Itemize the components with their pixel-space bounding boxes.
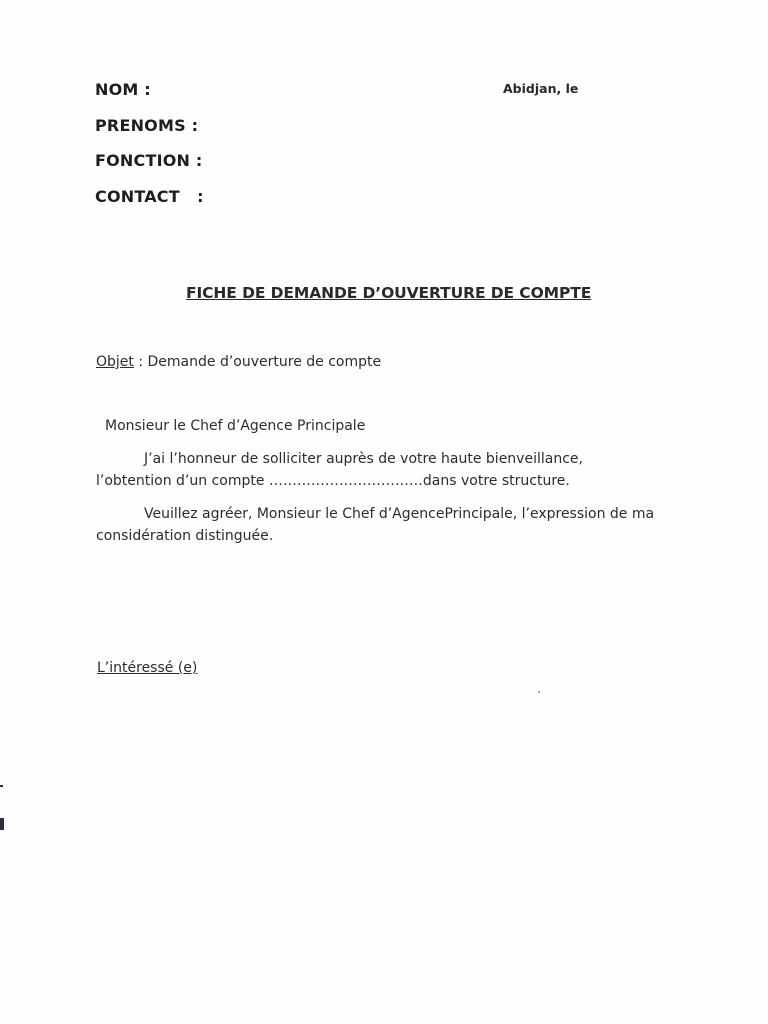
place-date: Abidjan, le: [503, 81, 579, 96]
paragraph2-line1: Veuillez agréer, Monsieur le Chef d’AgencePrincipale, l’expression de ma: [144, 506, 655, 522]
scan-dust: [538, 691, 540, 693]
prenoms-label: PRENOMS :: [95, 116, 199, 135]
paragraph1-line2: l’obtention d’un compte ……………………………dans votre structure.: [96, 473, 570, 489]
document-title: FICHE DE DEMANDE D’OUVERTURE DE COMPTE: [186, 284, 592, 302]
scan-artifact: [0, 785, 3, 787]
paragraph1-line1: J’ai l’honneur de solliciter auprès de votre haute bienveillance,: [144, 451, 583, 467]
object-key: Objet: [96, 354, 134, 370]
signature-label: L’intéressé (e): [97, 660, 198, 676]
paragraph2-line2: considération distinguée.: [96, 528, 274, 544]
contact-label: CONTACT :: [95, 187, 204, 206]
object-line: [96, 354, 381, 370]
object-value: : Demande d’ouverture de compte: [133, 354, 382, 370]
fonction-label: FONCTION :: [95, 151, 203, 170]
salutation: Monsieur le Chef d’Agence Principale: [105, 418, 366, 434]
scan-artifact: [0, 818, 4, 830]
nom-label: NOM :: [95, 80, 151, 99]
